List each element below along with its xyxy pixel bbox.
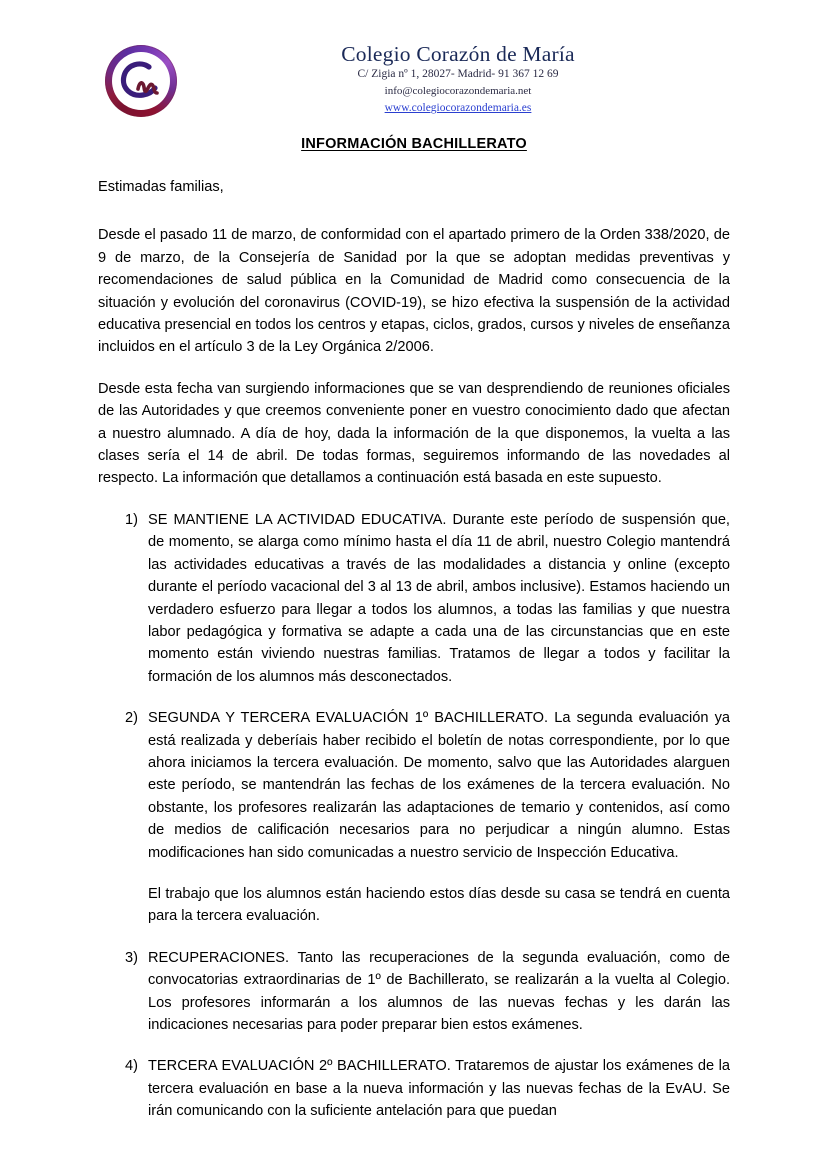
school-website-link[interactable]: www.colegiocorazondemaria.es: [384, 102, 532, 115]
school-address: C/ Zigia nº 1, 28027- Madrid- 91 367 12 69: [357, 68, 559, 81]
list-item: [98, 947, 730, 1037]
intro-paragraph-2: Desde esta fecha van surgiendo informaciones que se van desprendiendo de reuniones oficiales de las Autoridades y que creemos conveniente poner en vuestro conocimiento dado que afectan a nuestro alumnado. A día de hoy, dada la información de la que disponemos, la vuelta a las clases sería el 14 de abril. De todas formas, seguiremos informando de las novedades al respecto. La información que detallamos a continuación está basada en este supuesto.: [98, 380, 730, 487]
list-item-text: SEGUNDA Y TERCERA EVALUACIÓN 1º BACHILLERATO. La segunda evaluación ya está realizada y deberíais haber recibido el boletín de notas correspondiente, por lo que ahora iniciamos la tercera evaluación. De momento, salvo que las Autoridades alarguen este período, se mantendrán las fechas de los exámenes de la tercera evaluación. No obstante, los profesores realizarán las adaptaciones de temario y contenidos, así como de medios de calificación necesarios para no perjudicar a ningún alumno. Estas modificaciones han sido comunicadas a nuestro servicio de Inspección Educativa.: [148, 710, 730, 861]
page-title: [98, 136, 730, 152]
school-email: info@colegiocorazondemaria.net: [384, 84, 532, 97]
list-item-text: SE MANTIENE LA ACTIVIDAD EDUCATIVA. Durante este período de suspensión que, de momento, se alarga como mínimo hasta el día 11 de abril, nuestro Colegio mantendrá las actividades educativas a través de las modalidades a distancia y online (excepto durante el período vacacional del 3 al 13 de abril, ambos inclusive). Estamos haciendo un verdadero esfuerzo para llegar a todos los alumnos, a todas las familias y que nuestra labor pedagógica y formativa se adapte a cada una de las circunstancias que en este momento están viviendo nuestras familias. Tratamos de llegar a todos y facilitar la formación de los alumnos más desconectados.: [148, 511, 730, 685]
list-item-marker: 3): [125, 949, 138, 966]
list-item-marker: 4): [125, 1058, 138, 1075]
letterhead-text: [184, 42, 730, 117]
list-item: [98, 707, 730, 928]
greeting-line: Estimadas familias,: [98, 179, 224, 195]
document-body: [98, 176, 730, 1142]
list-item: [98, 1055, 730, 1122]
logo-container: [98, 42, 184, 117]
list-item: [98, 509, 730, 688]
intro-paragraph-1: Desde el pasado 11 de marzo, de conformidad con el apartado primero de la Orden 338/2020, de 9 de marzo, de la Consejería de Sanidad por la que se adoptan medidas preventivas y recomendaciones de salud pública en la Comunidad de Madrid como consecuencia de la situación y evolución del coronavirus (COVID-19), se hizo efectiva la suspensión de la actividad educativa presencial en todos los centros y etapas, ciclos, grados, cursos y niveles de enseñanza incluidos en el artículo 3 de la Ley Orgánica 2/2006.: [98, 227, 730, 356]
letterhead: [98, 42, 730, 117]
numbered-list: [98, 509, 730, 1123]
list-item-subparagraph: El trabajo que los alumnos están haciendo estos días desde su casa se tendrá en cuenta para la tercera evaluación.: [148, 885, 730, 925]
page-title-text: INFORMACIÓN BACHILLERATO: [301, 136, 527, 152]
list-item-text: RECUPERACIONES. Tanto las recuperaciones de la segunda evaluación, como de convocatorias extraordinarias de 1º de Bachillerato, se realizarán a la vuelta al Colegio. Los profesores informarán a los alumnos de las nuevas fechas y les darán las indicaciones necesarias para poder preparar bien estos exámenes.: [148, 949, 730, 1033]
list-item-marker: 2): [125, 710, 138, 727]
list-item-marker: 1): [125, 511, 138, 528]
school-crest-icon: [105, 45, 177, 117]
list-item-text: TERCERA EVALUACIÓN 2º BACHILLERATO. Trataremos de ajustar los exámenes de la tercera evaluación en base a la nueva información y las nuevas fechas de la EvAU. Se irán comunicando con la suficiente antelación para que puedan: [148, 1058, 730, 1120]
cm-monogram-icon: [105, 45, 177, 117]
school-name: Colegio Corazón de María: [341, 42, 575, 66]
